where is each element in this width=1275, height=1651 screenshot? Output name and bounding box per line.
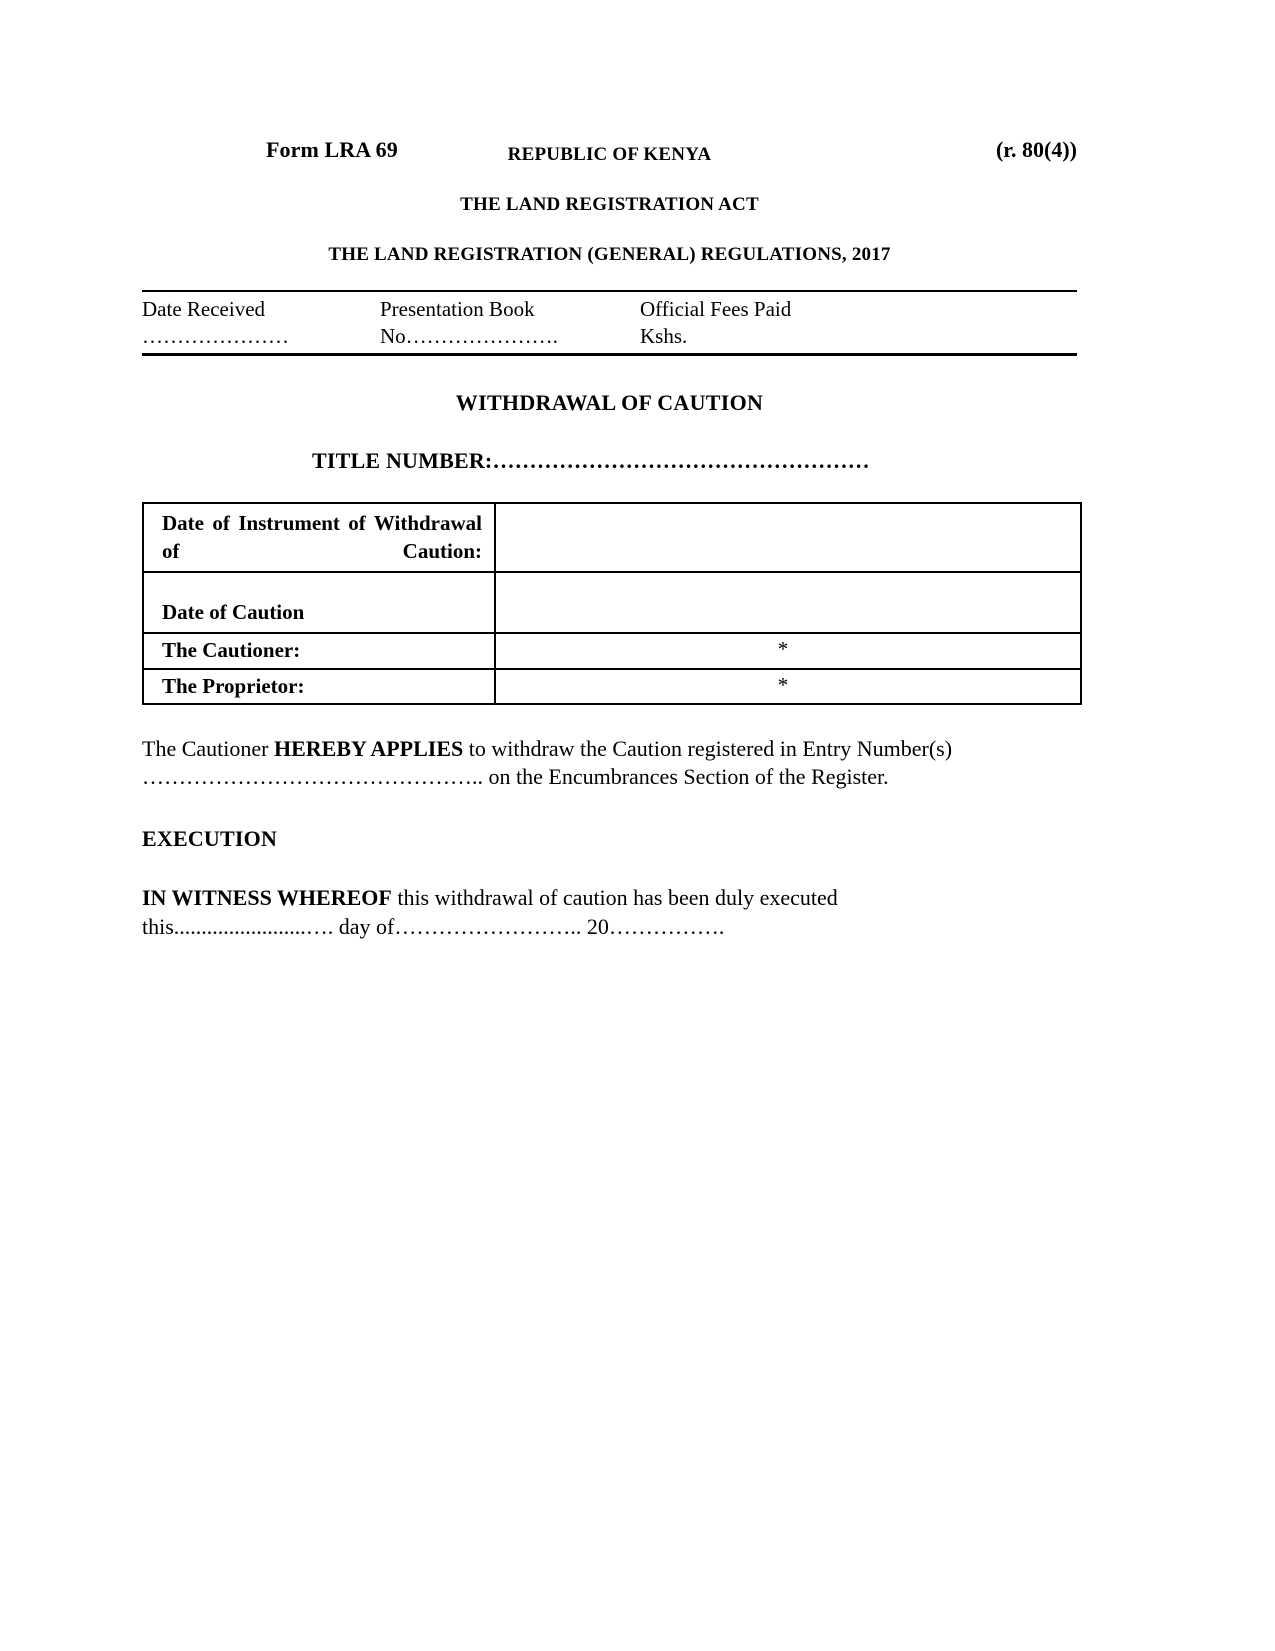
title-number-value[interactable]: …………………………………………… (492, 448, 870, 474)
witness-date-line[interactable]: this........................…. day of…………………….. 20……………. (142, 913, 725, 939)
country-heading: REPUBLIC OF KENYA (507, 143, 712, 165)
witness-text: this withdrawal of caution has been duly executed (391, 885, 838, 911)
official-fees-label: Official Fees Paid (640, 296, 792, 321)
title-number-line (142, 448, 1077, 474)
execution-heading: EXECUTION (142, 826, 278, 852)
presentation-book-label: Presentation Book (380, 296, 535, 321)
applies-prefix: The Cautioner (142, 735, 274, 761)
row-label-date-of-caution: Date of Caution (143, 572, 495, 633)
rule-reference: (r. 80(4)) (995, 137, 1077, 162)
row-label-the-cautioner: The Cautioner: (143, 633, 495, 668)
fee-receipt-bar (142, 290, 1077, 357)
regulations-heading: THE LAND REGISTRATION (GENERAL) REGULATIONS, 2017 (328, 243, 891, 265)
witness-bold: IN WITNESS WHEREOF (142, 885, 392, 911)
act-heading: THE LAND REGISTRATION ACT (460, 193, 759, 215)
applies-bold: HEREBY APPLIES (273, 735, 464, 761)
encumbrances-text: on the Encumbrances Section of the Register. (483, 764, 889, 790)
title-number-label: TITLE NUMBER: (312, 448, 493, 474)
row-value-the-proprietor[interactable]: * (495, 669, 1081, 704)
row-label-the-proprietor: The Proprietor: (143, 669, 495, 704)
row-value-the-cautioner[interactable]: * (495, 633, 1081, 668)
table-row (143, 669, 1081, 704)
official-fees-field (640, 296, 940, 352)
page-content (142, 0, 1077, 941)
form-code: Form LRA 69 (266, 137, 398, 162)
applies-suffix: to withdraw the Caution registered in Entry Number(s) (463, 735, 953, 761)
row-value-date-of-caution[interactable] (495, 572, 1081, 633)
presentation-book-field (380, 296, 640, 352)
table-row (143, 503, 1081, 572)
caution-details-table (142, 502, 1082, 704)
row-value-date-of-instrument[interactable] (495, 503, 1081, 572)
application-paragraph (142, 735, 1052, 792)
document-title: WITHDRAWAL OF CAUTION (455, 390, 764, 416)
date-received-field (142, 296, 380, 352)
table-row (143, 633, 1081, 668)
witness-paragraph (142, 884, 1052, 941)
official-fees-value[interactable]: Kshs. (640, 324, 688, 349)
presentation-book-value[interactable]: No…………………. (380, 324, 558, 349)
date-received-value[interactable]: ………………… (142, 324, 289, 349)
entry-number-dots[interactable]: ……………………………………….. (142, 764, 483, 790)
date-received-label: Date Received (142, 296, 266, 321)
table-row (143, 572, 1081, 633)
fee-receipt-grid (142, 296, 1077, 352)
row-label-date-of-instrument: Date of Instrument of Withdrawal of Caution: (143, 503, 495, 572)
